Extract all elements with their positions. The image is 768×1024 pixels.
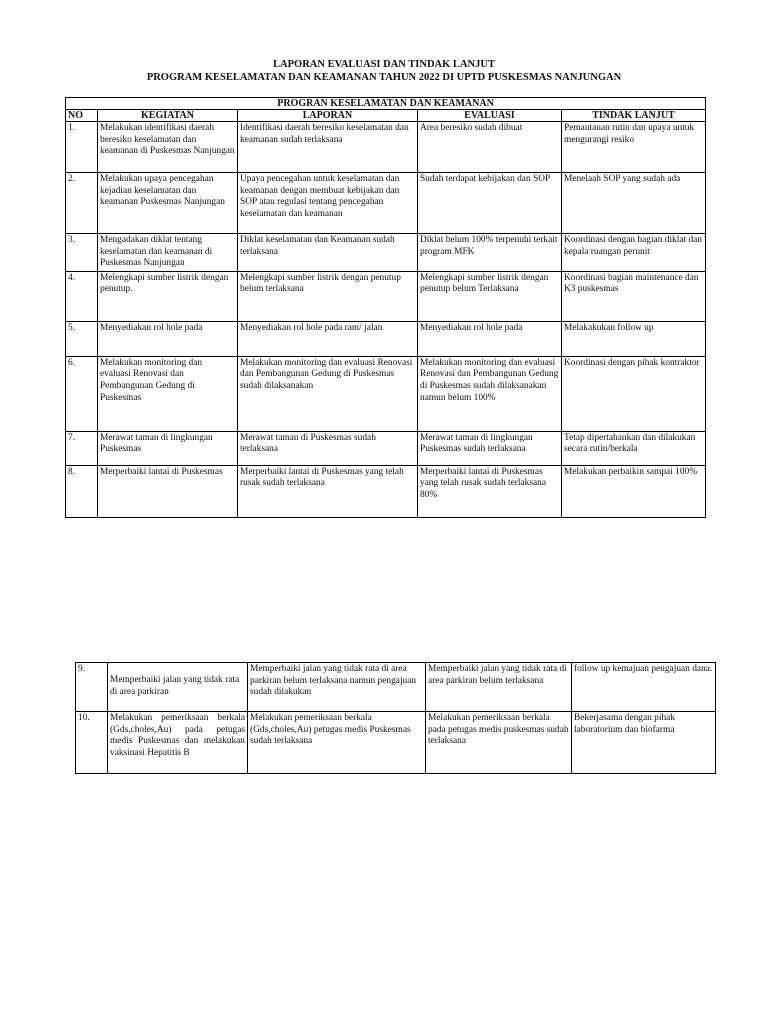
row-laporan: Melengkapi sumber listrik dengan penutup belum terlaksana bbox=[238, 271, 418, 321]
row-laporan: Diklat keselamatan dan Keamanan sudah terlaksana bbox=[238, 234, 418, 272]
row-laporan: Identifikasi daerah beresiko keselamatan dan keamanan sudah terlaksana bbox=[238, 122, 418, 173]
row-tindak-lanjut: Tetap dipertahankan dan dilakukan secara rutin/berkala bbox=[562, 431, 706, 465]
report-subtitle: PROGRAM KESELAMATAN DAN KEAMANAN TAHUN 2022 DI UPTD PUSKESMAS NANJUNGAN bbox=[146, 72, 622, 83]
header-tindak-lanjut: TINDAK LANJUT bbox=[562, 110, 706, 122]
row-tindak-lanjut: follow up kemajuan pengajuan dana. bbox=[572, 663, 716, 712]
table-row bbox=[66, 271, 706, 321]
row-tindak-lanjut: Melakakukan follow up bbox=[562, 321, 706, 356]
table-row bbox=[66, 122, 706, 173]
row-laporan: Upaya pencegahan untuk keselamatan dan keamanan dengan membuat kebijakan dan SOP atau regulasi tentang pencegahan keselamatan dan keamanan bbox=[238, 173, 418, 234]
row-laporan: Melakukan pemeriksaan berkala (Gds,choles,Au) petugas medis Puskesmas sudah terlaksana bbox=[248, 712, 426, 774]
row-laporan: Melakukan monitoring dan evaluasi Renovasi dan Pembangunan Gedung di Puskesmas sudah dilaksanakan bbox=[238, 356, 418, 431]
row-tindak-lanjut: Koordinasi bagian maintenance dan K3 puskesmas bbox=[562, 271, 706, 321]
row-laporan: Memperbaiki jalan yang tidak rata di area parkiran belum terlaksana namun pengajuan sudah dilakukan bbox=[248, 663, 426, 712]
row-evaluasi: Melengkapi sumber listrik dengan penutup belum Terlaksana bbox=[418, 271, 562, 321]
row-kegiatan: Melakukan identifikasi daerah beresiko keselamatan dan keamanan di Puskesmas Nanjungan bbox=[98, 122, 238, 173]
continuation-table bbox=[75, 662, 716, 774]
row-evaluasi: Area beresiko sudah dibuat bbox=[418, 122, 562, 173]
table-row bbox=[66, 234, 706, 272]
row-no: 8. bbox=[66, 465, 98, 517]
header-no: NO bbox=[66, 110, 98, 122]
row-evaluasi: Diklat belum 100% terpenuhi terkait program MFK bbox=[418, 234, 562, 272]
row-no: 2. bbox=[66, 173, 98, 234]
row-evaluasi: Merperbaiki lantai di Puskesmas yang telah rusak sudah terlaksana 80% bbox=[418, 465, 562, 517]
row-evaluasi: Sudah terdapat kebijakan dan SOP bbox=[418, 173, 562, 234]
row-evaluasi: Melakukan pemeriksaan berkala pada petugas medis puskesmas sudah terlaksana bbox=[426, 712, 572, 774]
row-tindak-lanjut: Menelaah SOP yang sudah ada bbox=[562, 173, 706, 234]
row-tindak-lanjut: Melakukan perbaikin sampai 100% bbox=[562, 465, 706, 517]
table-row bbox=[66, 465, 706, 517]
table-row bbox=[66, 173, 706, 234]
row-kegiatan: Merawat taman di lingkungan Puskesmas bbox=[98, 431, 238, 465]
row-kegiatan: Menyediakan rol hole pada bbox=[98, 321, 238, 356]
table-row bbox=[66, 321, 706, 356]
row-laporan: Merperbaiki lantai di Puskesmas yang telah rusak sudah terlaksana bbox=[238, 465, 418, 517]
table-row bbox=[66, 431, 706, 465]
header-laporan: LAPORAN bbox=[238, 110, 418, 122]
row-no: 7. bbox=[66, 431, 98, 465]
row-laporan: Menyediakan rol hole pada ram/ jalan bbox=[238, 321, 418, 356]
table-row bbox=[76, 663, 716, 712]
row-kegiatan: Mengadakan diklat tentang keselamatan dan keamanan di Puskesmas Nanjungan bbox=[98, 234, 238, 272]
row-evaluasi: Merawat taman di lingkungan Puskesmas sudah terlaksana bbox=[418, 431, 562, 465]
row-evaluasi: Memperbaiki jalan yang tidak rata di area parkiran belum terlaksana bbox=[426, 663, 572, 712]
row-kegiatan: Melakukan monitoring dan evaluasi Renovasi dan Pembangunan Gedung di Puskesmas bbox=[98, 356, 238, 431]
row-tindak-lanjut: Koordinasi dengan bagian diklat dan kepala ruangan perunit bbox=[562, 234, 706, 272]
row-kegiatan: Melakukan upaya pencegahan kejadian keselamatan dan keamanan Puskesmas Nanjungan bbox=[98, 173, 238, 234]
table-row bbox=[76, 712, 716, 774]
row-no: 5. bbox=[66, 321, 98, 356]
row-kegiatan: Memperbaiki jalan yang tidak rata di area parkiran bbox=[108, 663, 248, 712]
row-tindak-lanjut: Koordinasi dengan pihak kontraktor bbox=[562, 356, 706, 431]
row-no: 10. bbox=[76, 712, 108, 774]
table-row bbox=[66, 356, 706, 431]
report-title: LAPORAN EVALUASI DAN TINDAK LANJUT bbox=[273, 59, 495, 70]
row-no: 1. bbox=[66, 122, 98, 173]
row-no: 9. bbox=[76, 663, 108, 712]
table-banner: PROGRAN KESELAMATAN DAN KEAMANAN bbox=[66, 98, 706, 110]
row-no: 3. bbox=[66, 234, 98, 272]
row-evaluasi: Menyediakan rol hole pada bbox=[418, 321, 562, 356]
row-no: 6. bbox=[66, 356, 98, 431]
row-kegiatan: Melakukan pemeriksaan berkala (Gds,choles,Au) pada petugas medis Puskesmas dan melakukan vaksinasi Hepatitis B bbox=[108, 712, 248, 774]
row-tindak-lanjut: Bekerjasama dengan pihak laboratorium dan biofarma bbox=[572, 712, 716, 774]
row-evaluasi: Melakukan monitoring dan evaluasi Renovasi dan Pembangunan Gedung di Puskesmas sudah dilaksanakan namun belum 100% bbox=[418, 356, 562, 431]
row-kegiatan: Merperbaiki lantai di Puskesmas bbox=[98, 465, 238, 517]
row-no: 4. bbox=[66, 271, 98, 321]
header-kegiatan: KEGIATAN bbox=[98, 110, 238, 122]
row-kegiatan: Melengkapi sumber listrik dengan penutup. bbox=[98, 271, 238, 321]
evaluation-table bbox=[65, 97, 706, 518]
header-evaluasi: EVALUASI bbox=[418, 110, 562, 122]
row-laporan: Merawat taman di Puskesmas sudah terlaksana bbox=[238, 431, 418, 465]
row-tindak-lanjut: Pemantauan rutin dan upaya untuk mengurangi resiko bbox=[562, 122, 706, 173]
